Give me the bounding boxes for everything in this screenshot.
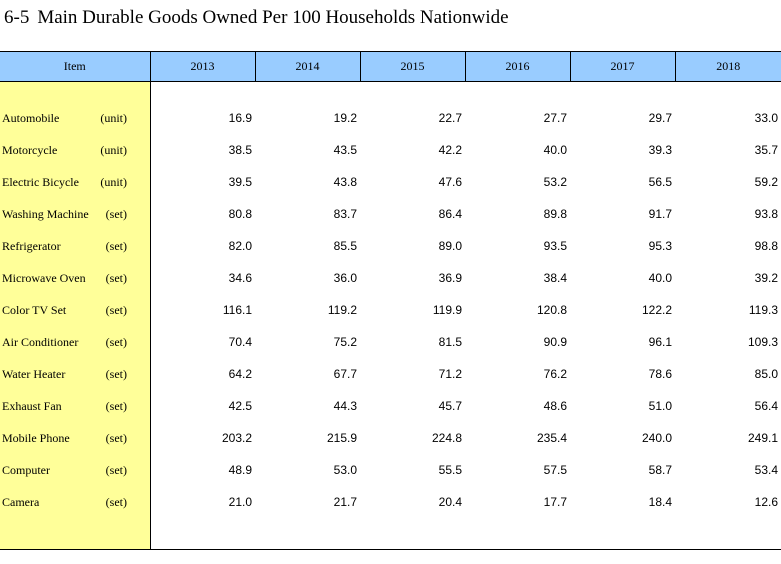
value-cell: 67.7 bbox=[333, 367, 357, 381]
table-row bbox=[0, 230, 781, 262]
spacer-row bbox=[0, 518, 781, 550]
table-row bbox=[0, 166, 781, 198]
table-number: 6-5 bbox=[4, 7, 30, 28]
value-cell: 90.9 bbox=[543, 335, 567, 349]
value-cell: 12.6 bbox=[754, 495, 778, 509]
value-cell: 18.4 bbox=[648, 495, 672, 509]
value-cell: 34.6 bbox=[228, 271, 252, 285]
value-cell: 203.2 bbox=[221, 431, 252, 445]
item-name: Automobile bbox=[2, 110, 60, 125]
value-cell: 33.0 bbox=[754, 111, 778, 125]
header-year: 2014 bbox=[255, 52, 360, 82]
value-cell: 64.2 bbox=[228, 367, 252, 381]
item-unit: (set) bbox=[105, 430, 127, 445]
item-cell bbox=[0, 166, 150, 198]
empty-cell bbox=[465, 518, 570, 550]
empty-cell bbox=[150, 518, 255, 550]
value-cell: 53.0 bbox=[333, 463, 357, 477]
value-cell: 235.4 bbox=[536, 431, 567, 445]
value-cell: 80.8 bbox=[228, 207, 252, 221]
value-cell: 109.3 bbox=[747, 335, 778, 349]
value-cell: 42.2 bbox=[438, 143, 462, 157]
empty-cell bbox=[465, 82, 570, 103]
table-row bbox=[0, 358, 781, 390]
value-cell: 38.5 bbox=[228, 143, 252, 157]
value-cell: 89.8 bbox=[543, 207, 567, 221]
value-cell: 58.7 bbox=[648, 463, 672, 477]
empty-cell bbox=[150, 82, 255, 103]
item-cell bbox=[0, 454, 150, 486]
item-name: Electric Bicycle bbox=[2, 174, 79, 189]
item-unit: (set) bbox=[105, 302, 127, 317]
item-name: Refrigerator bbox=[2, 238, 61, 253]
value-cell: 42.5 bbox=[228, 399, 252, 413]
item-unit: (unit) bbox=[100, 174, 127, 189]
item-cell bbox=[0, 262, 150, 294]
page-title bbox=[4, 4, 509, 32]
empty-cell bbox=[0, 518, 150, 550]
table-row bbox=[0, 294, 781, 326]
value-cell: 53.4 bbox=[754, 463, 778, 477]
item-unit: (set) bbox=[105, 366, 127, 381]
value-cell: 47.6 bbox=[438, 175, 462, 189]
value-cell: 122.2 bbox=[641, 303, 672, 317]
item-name: Microwave Oven bbox=[2, 270, 86, 285]
value-cell: 93.5 bbox=[543, 239, 567, 253]
value-cell: 17.7 bbox=[543, 495, 567, 509]
value-cell: 35.7 bbox=[754, 143, 778, 157]
value-cell: 76.2 bbox=[543, 367, 567, 381]
value-cell: 70.4 bbox=[228, 335, 252, 349]
item-unit: (set) bbox=[105, 398, 127, 413]
item-unit: (unit) bbox=[100, 110, 127, 125]
table-row bbox=[0, 198, 781, 230]
value-cell: 19.2 bbox=[333, 111, 357, 125]
item-name: Camera bbox=[2, 494, 40, 509]
value-cell: 36.9 bbox=[438, 271, 462, 285]
item-cell bbox=[0, 422, 150, 454]
item-cell bbox=[0, 230, 150, 262]
value-cell: 57.5 bbox=[543, 463, 567, 477]
value-cell: 86.4 bbox=[438, 207, 462, 221]
table-row bbox=[0, 262, 781, 294]
empty-cell bbox=[255, 82, 360, 103]
value-cell: 75.2 bbox=[333, 335, 357, 349]
value-cell: 51.0 bbox=[648, 399, 672, 413]
value-cell: 119.3 bbox=[748, 303, 778, 317]
empty-cell bbox=[570, 82, 675, 103]
value-cell: 43.8 bbox=[333, 175, 357, 189]
item-cell-empty bbox=[0, 82, 150, 103]
item-unit: (set) bbox=[105, 462, 127, 477]
empty-cell bbox=[675, 82, 781, 103]
header-item: Item bbox=[0, 52, 150, 82]
header-year: 2017 bbox=[570, 52, 675, 82]
value-cell: 249.1 bbox=[747, 431, 778, 445]
item-unit: (unit) bbox=[100, 142, 127, 157]
header-year: 2013 bbox=[150, 52, 255, 82]
value-cell: 82.0 bbox=[228, 239, 252, 253]
empty-cell bbox=[360, 82, 465, 103]
item-cell bbox=[0, 390, 150, 422]
item-name: Color TV Set bbox=[2, 302, 67, 317]
value-cell: 119.9 bbox=[432, 303, 462, 317]
value-cell: 98.8 bbox=[754, 239, 778, 253]
value-cell: 39.2 bbox=[754, 271, 778, 285]
value-cell: 45.7 bbox=[438, 399, 462, 413]
item-name: Exhaust Fan bbox=[2, 398, 62, 413]
item-name: Water Heater bbox=[2, 366, 66, 381]
value-cell: 53.2 bbox=[543, 175, 567, 189]
value-cell: 16.9 bbox=[228, 111, 252, 125]
value-cell: 83.7 bbox=[333, 207, 357, 221]
item-unit: (set) bbox=[105, 270, 127, 285]
value-cell: 55.5 bbox=[438, 463, 462, 477]
value-cell: 27.7 bbox=[543, 111, 567, 125]
value-cell: 48.6 bbox=[543, 399, 567, 413]
value-cell: 38.4 bbox=[543, 271, 567, 285]
value-cell: 119.2 bbox=[327, 303, 357, 317]
header-year: 2018 bbox=[675, 52, 781, 82]
item-name: Computer bbox=[2, 462, 50, 477]
item-name: Air Conditioner bbox=[2, 334, 79, 349]
durable-goods-table-container bbox=[0, 51, 781, 550]
value-cell: 59.2 bbox=[754, 175, 778, 189]
value-cell: 89.0 bbox=[438, 239, 462, 253]
item-cell bbox=[0, 134, 150, 166]
header-row bbox=[0, 52, 781, 82]
value-cell: 22.7 bbox=[438, 111, 462, 125]
value-cell: 85.0 bbox=[754, 367, 778, 381]
item-cell bbox=[0, 486, 150, 518]
value-cell: 40.0 bbox=[543, 143, 567, 157]
item-unit: (set) bbox=[105, 206, 127, 221]
value-cell: 21.0 bbox=[228, 495, 252, 509]
value-cell: 21.7 bbox=[333, 495, 357, 509]
item-unit: (set) bbox=[105, 334, 127, 349]
value-cell: 39.3 bbox=[648, 143, 672, 157]
item-name: Motorcycle bbox=[2, 142, 58, 157]
item-cell bbox=[0, 102, 150, 134]
item-unit: (set) bbox=[105, 494, 127, 509]
durable-goods-table bbox=[0, 51, 781, 550]
value-cell: 78.6 bbox=[648, 367, 672, 381]
value-cell: 40.0 bbox=[648, 271, 672, 285]
empty-cell bbox=[570, 518, 675, 550]
value-cell: 56.5 bbox=[648, 175, 672, 189]
item-cell bbox=[0, 358, 150, 390]
value-cell: 120.8 bbox=[536, 303, 567, 317]
value-cell: 44.3 bbox=[333, 399, 357, 413]
value-cell: 71.2 bbox=[438, 367, 462, 381]
value-cell: 39.5 bbox=[228, 175, 252, 189]
value-cell: 116.1 bbox=[222, 303, 252, 317]
empty-cell bbox=[255, 518, 360, 550]
value-cell: 81.5 bbox=[438, 335, 462, 349]
table-row bbox=[0, 102, 781, 134]
table-row bbox=[0, 326, 781, 358]
value-cell: 43.5 bbox=[333, 143, 357, 157]
item-cell bbox=[0, 198, 150, 230]
value-cell: 20.4 bbox=[438, 495, 462, 509]
value-cell: 215.9 bbox=[326, 431, 357, 445]
item-unit: (set) bbox=[105, 238, 127, 253]
value-cell: 29.7 bbox=[648, 111, 672, 125]
value-cell: 95.3 bbox=[648, 239, 672, 253]
table-title-text: Main Durable Goods Owned Per 100 Households Nationwide bbox=[37, 7, 509, 28]
spacer-row bbox=[0, 82, 781, 103]
item-cell bbox=[0, 326, 150, 358]
table-row bbox=[0, 134, 781, 166]
table-row bbox=[0, 454, 781, 486]
value-cell: 93.8 bbox=[754, 207, 778, 221]
value-cell: 48.9 bbox=[228, 463, 252, 477]
value-cell: 36.0 bbox=[333, 271, 357, 285]
item-name: Mobile Phone bbox=[2, 430, 70, 445]
value-cell: 85.5 bbox=[333, 239, 357, 253]
table-row bbox=[0, 390, 781, 422]
empty-cell bbox=[675, 518, 781, 550]
value-cell: 240.0 bbox=[641, 431, 672, 445]
value-cell: 96.1 bbox=[648, 335, 672, 349]
value-cell: 91.7 bbox=[648, 207, 672, 221]
table-row bbox=[0, 486, 781, 518]
value-cell: 56.4 bbox=[754, 399, 778, 413]
header-year: 2015 bbox=[360, 52, 465, 82]
item-name: Washing Machine bbox=[2, 206, 89, 221]
table-row bbox=[0, 422, 781, 454]
item-cell bbox=[0, 294, 150, 326]
empty-cell bbox=[360, 518, 465, 550]
header-year: 2016 bbox=[465, 52, 570, 82]
value-cell: 224.8 bbox=[431, 431, 462, 445]
